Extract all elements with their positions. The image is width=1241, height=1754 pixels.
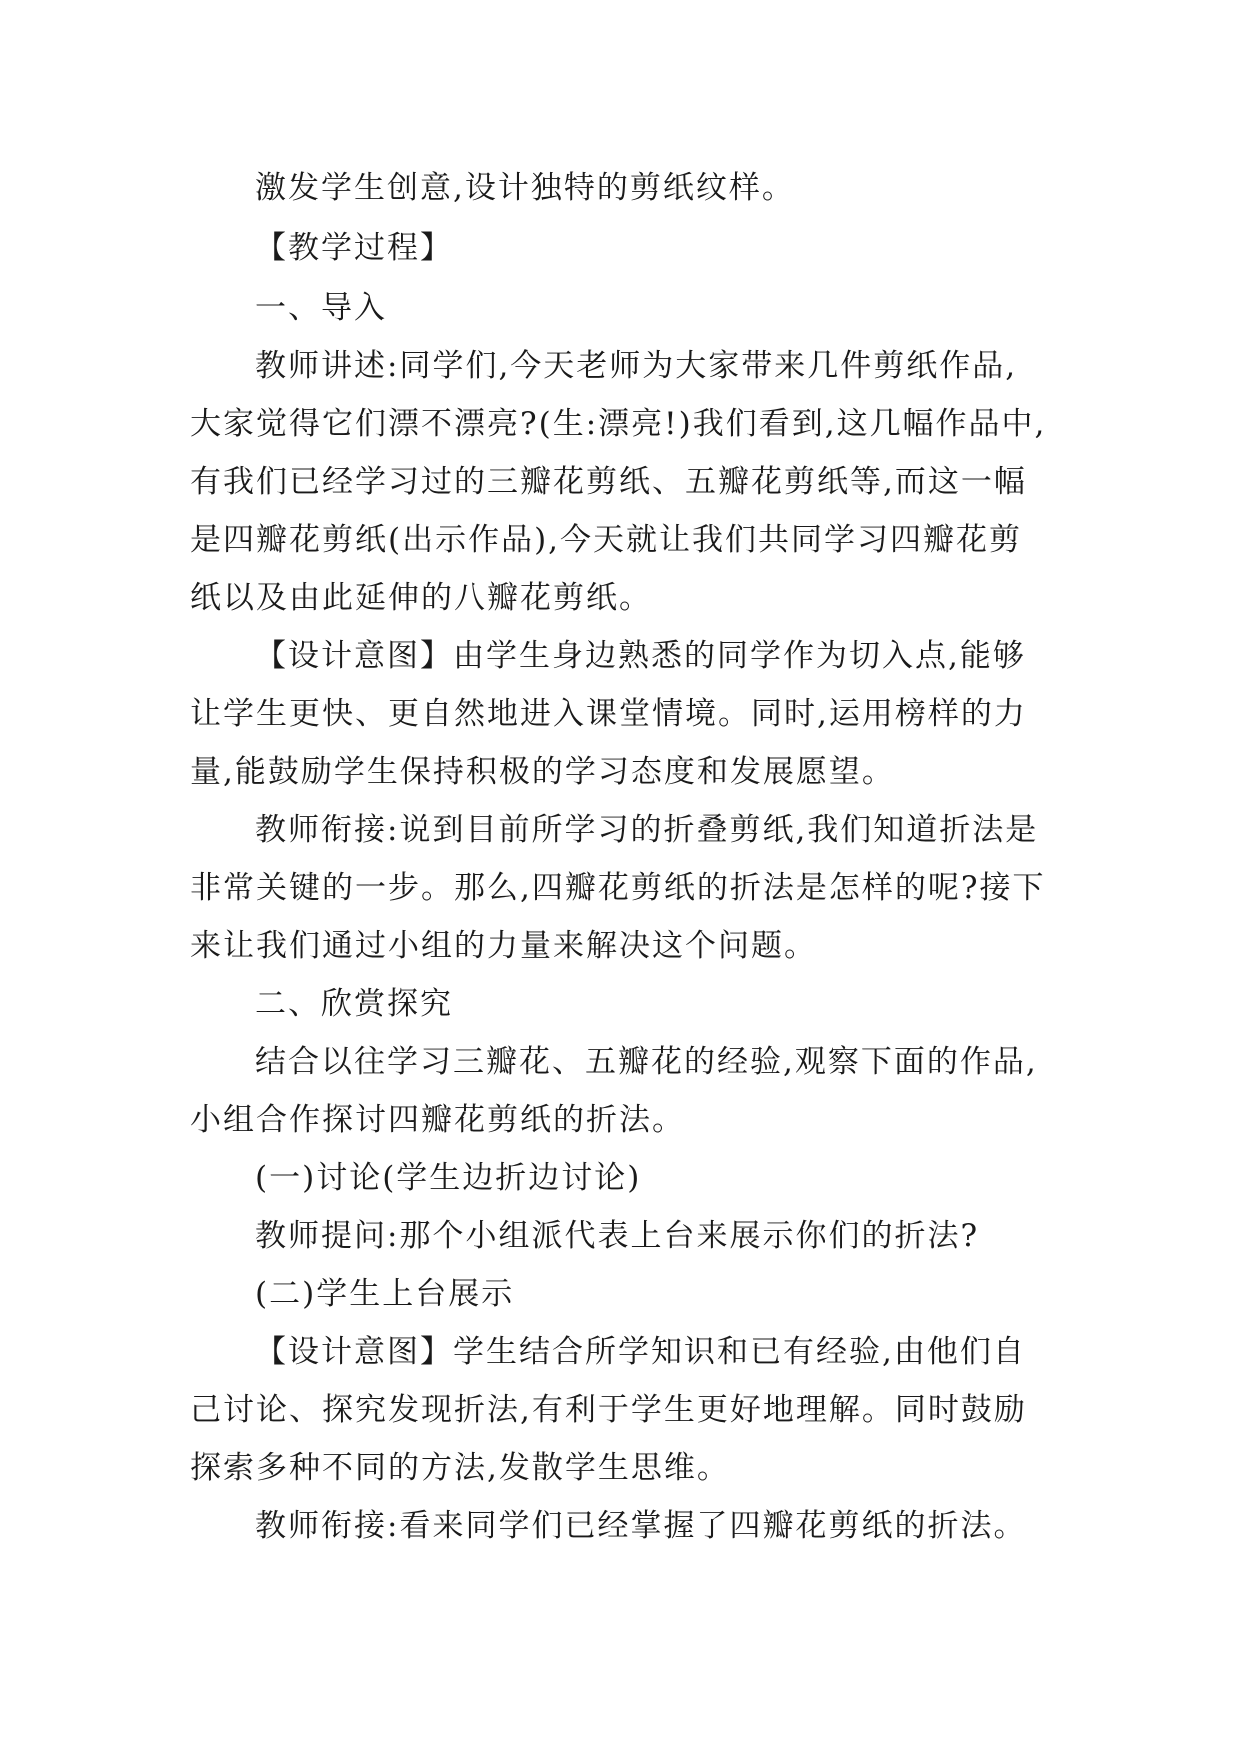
paragraph-line: 纸以及由此延伸的八瓣花剪纸。 bbox=[190, 580, 652, 616]
section-heading: 一、导入 bbox=[255, 290, 387, 326]
paragraph-line: 教师衔接:说到目前所学习的折叠剪纸,我们知道折法是 bbox=[255, 812, 1039, 848]
section-heading: 【教学过程】 bbox=[255, 230, 453, 266]
paragraph-line: 【设计意图】学生结合所学知识和已有经验,由他们自 bbox=[255, 1334, 1026, 1370]
paragraph-line: 教师讲述:同学们,今天老师为大家带来几件剪纸作品, bbox=[255, 348, 1018, 384]
paragraph-line: 探索多种不同的方法,发散学生思维。 bbox=[190, 1450, 730, 1486]
paragraph-line: 让学生更快、更自然地进入课堂情境。同时,运用榜样的力 bbox=[190, 696, 1027, 732]
paragraph-line: 非常关键的一步。那么,四瓣花剪纸的折法是怎样的呢?接下 bbox=[190, 870, 1046, 906]
paragraph-line: 有我们已经学习过的三瓣花剪纸、五瓣花剪纸等,而这一幅 bbox=[190, 464, 1027, 500]
paragraph-line: 大家觉得它们漂不漂亮?(生:漂亮!)我们看到,这几幅作品中, bbox=[190, 406, 1047, 442]
paragraph-line: 激发学生创意,设计独特的剪纸纹样。 bbox=[255, 170, 795, 206]
section-heading: 二、欣赏探究 bbox=[255, 986, 453, 1022]
subsection-heading: (二)学生上台展示 bbox=[255, 1276, 515, 1312]
paragraph-line: 来让我们通过小组的力量来解决这个问题。 bbox=[190, 928, 817, 964]
paragraph-line: 教师衔接:看来同学们已经掌握了四瓣花剪纸的折法。 bbox=[255, 1508, 1027, 1544]
paragraph-line: 小组合作探讨四瓣花剪纸的折法。 bbox=[190, 1102, 685, 1138]
paragraph-line: 教师提问:那个小组派代表上台来展示你们的折法? bbox=[255, 1218, 980, 1254]
paragraph-line: 结合以往学习三瓣花、五瓣花的经验,观察下面的作品, bbox=[255, 1044, 1038, 1080]
paragraph-line: 是四瓣花剪纸(出示作品),今天就让我们共同学习四瓣花剪 bbox=[190, 522, 1023, 558]
paragraph-line: 量,能鼓励学生保持积极的学习态度和发展愿望。 bbox=[190, 754, 895, 790]
subsection-heading: (一)讨论(学生边折边讨论) bbox=[255, 1160, 642, 1196]
paragraph-line: 【设计意图】由学生身边熟悉的同学作为切入点,能够 bbox=[255, 638, 1026, 674]
paragraph-line: 己讨论、探究发现折法,有利于学生更好地理解。同时鼓励 bbox=[190, 1392, 1027, 1428]
